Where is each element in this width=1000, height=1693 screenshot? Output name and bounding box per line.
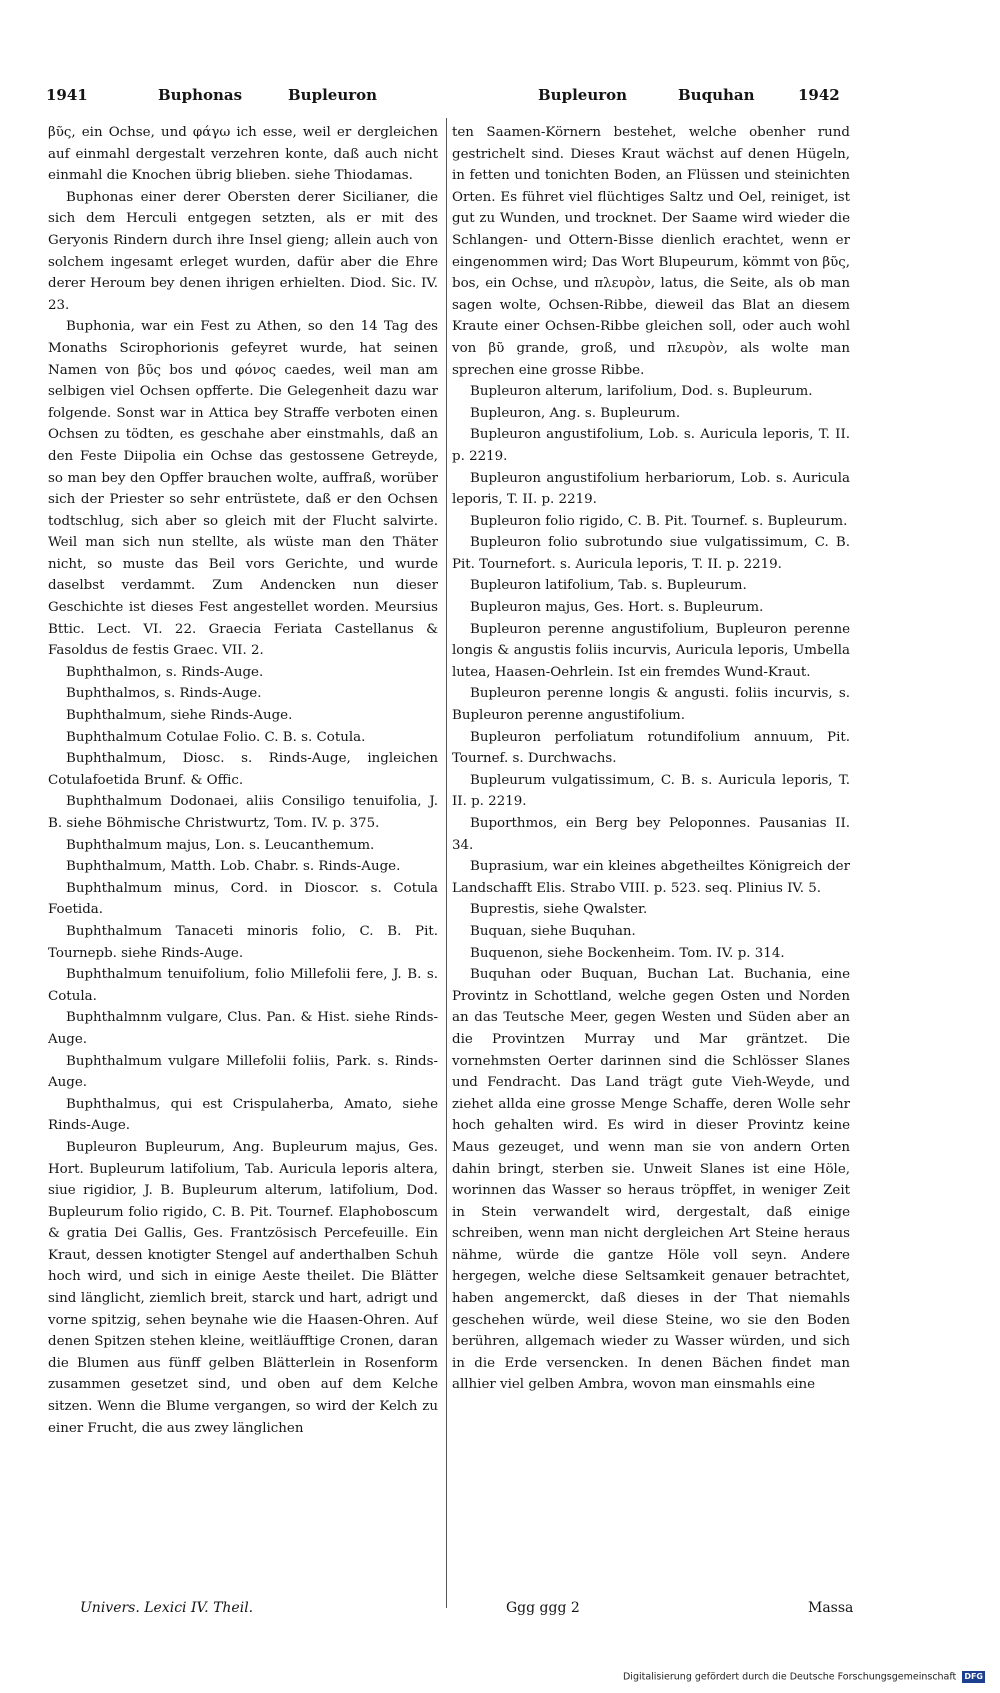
entry-paragraph: Bupleuron Bupleurum, Ang. Bupleurum majus, Ges. Hort. Bupleurum latifolium, Tab. Auricula leporis altera, siue rigidior, J. B. Bupleurum alterum, latifolium, Dod. Bupleurum folio rigido, C. B. Pit. Tournef. Elaphoboscum & gratia Dei Gallis, Ges. Frantzösisch Percefeuille. Ein Kraut, dessen knotigter Stengel auf anderthalben Schuh hoch wird, und sich in einige Aeste theilet. Die Blätter sind länglicht, ziemlich breit, starck und hart, adrigt und vorne spitzig, sehen beynahe wie die Haasen-Ohren. Auf denen Spitzen stehen kleine, weitläufftige Cronen, daran die Blumen aus fünff gelben Blätterlein in Rosenform zusammen gesetzet sind, und oben auf dem Kelche sitzen. Wenn die Blume vergangen, so wird der Kelch zu einer Frucht, die aus zwey länglichen <box>48 1139 438 1436</box>
entry-paragraph: Buporthmos, ein Berg bey Peloponnes. Pausanias II. 34. <box>452 816 850 853</box>
entry-paragraph: Bupleuron perfoliatum rotundifolium annuum, Pit. Tournef. s. Durchwachs. <box>452 729 850 767</box>
catchword: Massa <box>808 1600 854 1616</box>
entry-paragraph: Buphthalmnm vulgare, Clus. Pan. & Hist. siehe Rinds-Auge. <box>48 1010 438 1047</box>
entry-paragraph: Buphthalmum tenuifolium, folio Millefolii fere, J. B. s. Cotula. <box>48 967 438 1004</box>
entry-paragraph: Buphthalmum majus, Lon. s. Leucanthemum. <box>66 837 375 853</box>
entry-paragraph: Bupleuron folio subrotundo siue vulgatissimum, C. B. Pit. Tournefort. s. Auricula leporis, T. II. p. 2219. <box>452 535 850 572</box>
entry-paragraph: Buquhan oder Buquan, Buchan Lat. Buchania, eine Provintz in Schottland, welche gegen Osten und Norden an das Teutsche Meer, gegen Westen und Süden aber an die Provintzen Murray und Mar gräntzet. Die vornehmsten Oerter darinnen sind die Schlösser Slanes und Fendracht. Das Land trägt gute Vieh-Weyde, und ziehet allda eine grosse Menge Schaffe, deren Wolle sehr hoch gehalten wird. Es wird in dieser Provintz keine Maus gezeuget, und wenn man sie von andern Orten dahin bringt, sterben sie. Unweit Slanes ist eine Höle, worinnen das Wasser so heraus tröpffet, in weniger Zeit in Stein verwandelt wird, dergestalt, daß einige schreiben, wenn man nicht dergleichen Art Steine heraus nähme, würde die gantze Höle voll seyn. Andere hergegen, welche diese Seltsamkeit genauer betrachtet, haben angemerckt, daß dieses in der That niemahls geschehen würde, weil diese Steine, wo sie den Boden berühren, allgemach wieder zu Wasser würden, und sich in die Erde versencken. In denen Bächen findet man allhier viel gelben Ambra, wovon man einsmahls eine <box>452 967 850 1393</box>
entry-paragraph: Bupleuron perenne angustifolium, Bupleuron perenne longis & angustis foliis incurvis, Auricula leporis, Umbella lutea, Haasen-Oehrlein. Ist ein fremdes Wund-Kraut. <box>452 621 850 680</box>
entry-paragraph: Buphthalmum, Matth. Lob. Chabr. s. Rinds-Auge. <box>66 859 401 875</box>
entry-paragraph: Buphonia, war ein Fest zu Athen, so den 14 Tag des Monaths Scirophorionis gefeyret wurde, hat seinen Namen von βῦς bos und φόνος caedes, weil man am selbigen viel Ochsen opfferte. Die Gelegenheit dazu war folgende. Sonst war in Attica bey Straffe verboten einen Ochsen zu tödten, es geschahe aber einstmahls, daß an den Feste Diipolia ein Ochse das gestossene Getreyde, so man bey den Opffer brauchen wolte, auffraß, worüber sich der Priester so sehr entrüstete, daß er den Ochsen todtschlug, sich aber so gleich mit der Flucht salvirte. Weil man sich nun stellte, als wüste man den Thäter nicht, so muste das Beil vors Gerichte, und wurde daselbst verdammt. Zum Andencken nun dieser Geschichte ist dieses Fest angestellet worden. Meursius Bttic. Lect. VI. 22. Graecia Feriata Castellanus & Fasoldus de festis Graec. VII. 2. <box>48 319 438 659</box>
signature-mark: Ggg ggg 2 <box>506 1600 580 1616</box>
left-column <box>48 122 438 1632</box>
running-header <box>46 86 846 114</box>
page-number-left: 1941 <box>46 86 88 104</box>
entry-paragraph: Buphthalmum, siehe Rinds-Auge. <box>66 708 293 724</box>
header-word-1: Buphonas <box>158 86 243 104</box>
entry-paragraph: Bupleuron angustifolium, Lob. s. Auricula leporis, T. II. p. 2219. <box>452 427 850 464</box>
entry-paragraph: Buphonas einer derer Obersten derer Sicilianer, die sich dem Herculi entgegen setzten, als er mit des Geryonis Rindern durch ihre Insel gieng; allein auch von solchem ingesamt erleget wurden, dafür aber die Ehre derer Heroum bey denen ihrigen erhielten. Diod. Sic. IV. 23. <box>48 189 438 313</box>
page-footer <box>46 1600 854 1624</box>
header-word-4: Buquhan <box>678 86 755 104</box>
entry-paragraph: Buphthalmum vulgare Millefolii foliis, Park. s. Rinds-Auge. <box>48 1053 438 1091</box>
entry-paragraph: Buphthalmum Cotulae Folio. C. B. s. Cotula. <box>66 729 366 745</box>
entry-paragraph: Bupleuron perenne longis & angusti. foliis incurvis, s. Bupleuron perenne angustifolium. <box>452 686 850 724</box>
entry-paragraph: Bupleurum vulgatissimum, C. B. s. Auricula leporis, T. II. p. 2219. <box>452 772 850 810</box>
dfg-logo: DFG <box>964 1672 983 1681</box>
entry-paragraph: Buphthalmum Dodonaei, aliis Consiligo tenuifolia, J. B. siehe Böhmische Christwurtz, Tom. IV. p. 375. <box>48 794 438 831</box>
column-divider <box>446 118 447 1608</box>
entry-paragraph: Buprestis, siehe Qwalster. <box>470 902 648 918</box>
entry-paragraph: Buphthalmus, qui est Crispulaherba, Amato, siehe Rinds-Auge. <box>48 1096 438 1134</box>
entry-paragraph: βῦς, ein Ochse, und φάγω ich esse, weil er dergleichen auf einmahl dergestalt verzehren konte, daß auch nicht einmahl die Knochen übrig blieben. siehe Thiodamas. <box>48 125 438 184</box>
page-number-right: 1942 <box>798 86 840 104</box>
entry-paragraph: Buphthalmos, s. Rinds-Auge. <box>66 686 262 702</box>
entry-paragraph: Buphthalmon, s. Rinds-Auge. <box>66 664 264 680</box>
entry-paragraph: Bupleuron latifolium, Tab. s. Bupleurum. <box>470 578 747 594</box>
entry-paragraph: Buphthalmum minus, Cord. in Dioscor. s. Cotula Foetida. <box>48 880 438 918</box>
entry-paragraph: Buphthalmum, Diosc. s. Rinds-Auge, ingleichen Cotulafoetida Brunf. & Offic. <box>48 751 438 788</box>
entry-paragraph: Bupleuron folio rigido, C. B. Pit. Tournef. s. Bupleurum. <box>470 513 848 529</box>
credit-text: Digitalisierung gefördert durch die Deutsche Forschungsgemeinschaft <box>622 1671 957 1683</box>
volume-line: Univers. Lexici IV. Theil. <box>80 1600 254 1616</box>
entry-paragraph: Buquan, siehe Buquhan. <box>470 923 636 939</box>
entry-paragraph: Buquenon, siehe Bockenheim. Tom. IV. p. 314. <box>470 945 785 961</box>
entry-paragraph: Bupleuron majus, Ges. Hort. s. Bupleurum. <box>470 600 764 616</box>
entry-paragraph: ten Saamen-Körnern bestehet, welche obenher rund gestrichelt sind. Dieses Kraut wächst auf denen Hügeln, in fetten und tonichten Boden, an Flüssen und steinichten Orten. Es führet viel flüchtiges Saltz und Oel, reiniget, ist gut zu Wunden, und trocknet. Der Saame wird wieder die Schlangen- und Ottern-Bisse dienlich erachtet, wenn er eingenommen wird; Das Wort Blupeurum, kömmt von βῦς, bos, ein Ochse, und πλευρὸν, latus, die Seite, als ob man sagen wolte, Ochsen-Ribbe, dieweil das Blat an diesem Kraute einer Ochsen-Ribbe gleichen soll, oder auch wohl von βῦ grande, groß, und πλευρὸν, als wolte man sprechen eine grosse Ribbe. <box>452 125 850 378</box>
digitization-credit <box>560 1671 985 1687</box>
header-word-2: Bupleuron <box>288 86 378 104</box>
right-column <box>452 122 850 1632</box>
entry-paragraph: Bupleuron angustifolium herbariorum, Lob. s. Auricula leporis, T. II. p. 2219. <box>452 470 850 508</box>
entry-paragraph: Bupleuron, Ang. s. Bupleurum. <box>470 405 681 421</box>
entry-paragraph: Bupleuron alterum, larifolium, Dod. s. Bupleurum. <box>470 384 813 400</box>
entry-paragraph: Buphthalmum Tanaceti minoris folio, C. B. Pit. Tournepb. siehe Rinds-Auge. <box>48 923 438 961</box>
entry-paragraph: Buprasium, war ein kleines abgetheiltes Königreich der Landschafft Elis. Strabo VIII. p. 523. seq. Plinius IV. 5. <box>452 859 850 896</box>
header-word-3: Bupleuron <box>538 86 628 104</box>
